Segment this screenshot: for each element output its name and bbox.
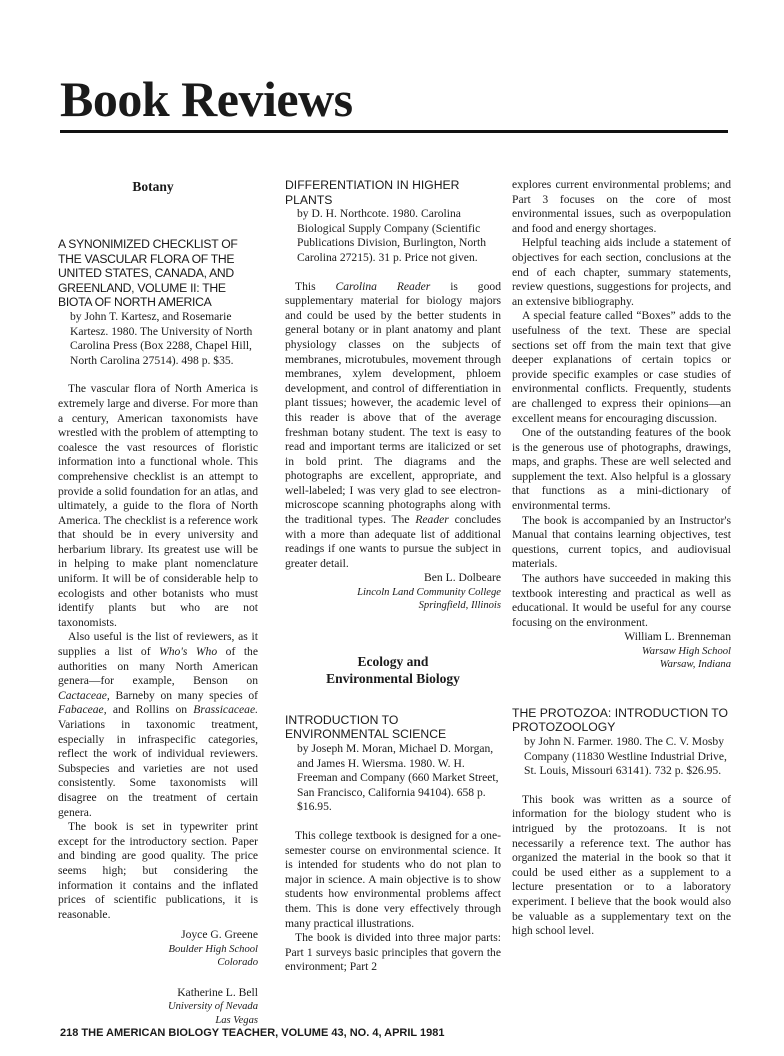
review-paragraph: This college textbook is designed for a one-semester course on environmental science. It is intended for students who do not plan to major in science. A main objective is to show students how environmental problems affect them. This is done very effectively through many practical illustrations. (285, 829, 501, 930)
book-title: DIFFERENTIATION IN HIGHER PLANTS (285, 178, 460, 207)
review-paragraph: The authors have succeeded in making this textbook interesting and practical as well as educational. It would be useful for any course focusing on the environment. (512, 572, 731, 629)
reviewer-affiliation: Warsaw, Indiana (659, 659, 731, 671)
review-paragraph: Helpful teaching aids include a statement of objectives for each section, conclusions at the end of each chapter, summary statements, review questions, suggestions for projects, and an extensive bibliography. (512, 236, 731, 308)
review-paragraph: The vascular flora of North America is extremely large and diverse. For more than a century, American taxonomists have wrestled with the problem of attempting to coalesce the vast resources of floristic information into a functional whole. This comprehensive checklist is an attempt to provide a solid foundation for an atlas, and ultimately, a guide to the flora of North America. The checklist is a reference work that should be in every university and herbarium library. Its greatest use will be in helping to make plant nomenclature uniform. It will be of considerable help to ecologists and other botanists who must identify plants but who are not taxonomists. (58, 382, 258, 629)
reviewer-name: Ben L. Dolbeare (424, 571, 501, 585)
section-heading-ecology: Environmental Biology (326, 670, 460, 686)
book-title: INTRODUCTION TO ENVIRONMENTAL SCIENCE (285, 712, 447, 742)
review-paragraph: The book is accompanied by an Instructor's Manual that contains learning objectives, test questions, current topics, and audiovisual materials. (512, 513, 731, 571)
column-2 (285, 178, 501, 975)
section-heading-botany: Botany (132, 179, 174, 194)
review-paragraph: A special feature called “Boxes” adds to the usefulness of the text. These are special sections set off from the main text that give deeper explanations of certain topics or provide specific examples or case studies of environmental conflicts. Frequently, students are challenged to express their opinions—an excellent means for encouraging discussion. (512, 309, 731, 425)
reviewer-affiliation: Colorado (217, 957, 258, 969)
column-1 (58, 178, 258, 1027)
review-paragraph: explores current environmental problems; and Part 3 focuses on the core of most environmental issues, such as overpopulation and food and energy shortages. (512, 178, 731, 235)
book-title: A SYNONIMIZED CHECKLIST OF THE VASCULAR FLORA OF THE UNITED STATES, CANADA, AND GREENLAND, VOLUME II: THE BIOTA OF NORTH AMERICA (58, 237, 238, 310)
column-3 (512, 178, 731, 939)
reviewer-name: Joyce G. Greene (181, 928, 258, 942)
book-citation: by D. H. Northcote. 1980. Carolina Biological Supply Company (Scientific Publications Division, Burlington, North Carolina 27215). 31 p. Price not given. (297, 207, 487, 264)
reviewer-affiliation: Boulder High School (168, 943, 258, 955)
header-rule (60, 130, 728, 133)
book-title: THE PROTOZOA: INTRODUCTION TO PROTOZOOLOGY (512, 705, 729, 735)
review-paragraph: This book was written as a source of information for the biology student who is intrigued by the protozoans. It is not necessarily a reference text. The author has organized the material in the book so that it could be used either as a supplement to a lecture presentation or to a laboratory experiment. I believe that the book would also be valuable as a supplementary text on the high school level. (512, 792, 731, 938)
book-citation: by John N. Farmer. 1980. The C. V. Mosby Company (11830 Westline Industrial Drive, St. Louis, Missouri 63141). 732 p. $26.95. (524, 735, 727, 778)
reviewer-affiliation: Warsaw High School (641, 646, 731, 657)
reviewer-affiliation: Las Vegas (215, 1014, 258, 1026)
reviewer-affiliation: Lincoln Land Community College (357, 587, 501, 599)
review-paragraph: This Carolina Reader is good supplementary material for biology majors and could be used by the better students in general botany or in plant anatomy and plant physiology classes on the subjects of membranes, microtubules, movement through membranes, xylem development, phloem development, and control of differentiation in plant tissues; however, the academic level of this reader is above that of the average freshman botany student. The text is easy to read and important terms are italicized or set in bold print. The diagrams and the photographs are excellent, appropriate, and well-labeled; I was very glad to see electron-microscope scanning photographs along with the traditional types. The Reader concludes with a more than adequate list of additional readings if one wants to pursue the subject in greater detail. (285, 279, 502, 570)
book-citation: by John T. Kartesz, and Rosemarie Kartesz. 1980. The University of North Carolina Press (Box 2288, Chapel Hill, North Carolina 27514). 498 p. $35. (70, 309, 253, 367)
page-footer: 218 THE AMERICAN BIOLOGY TEACHER, VOLUME 43, NO. 4, APRIL 1981 (60, 1027, 445, 1039)
book-citation: by Joseph M. Moran, Michael D. Morgan, and James H. Wiersma. 1980. W. H. Freeman and Company (660 Market Street, San Francisco, California 94104). 658 p. $16.95. (297, 742, 499, 814)
page-title: Book Reviews (60, 71, 353, 127)
review-paragraph: Also useful is the list of reviewers, as it supplies a list of Who's Who of the authorities on many North American genera—for example, Benson on Cactaceae, Barneby on many species of Fabaceae, and Rollins on Brassicaceae. Variations in taxonomic treatment, especially in infraspecific categories, reflect the work of individual reviewers. Subspecies and varieties are not used consistently. Some taxonomists will disagree on the treatment of certain genera. (58, 630, 258, 819)
reviewer-name: Katherine L. Bell (177, 985, 258, 999)
review-paragraph: The book is divided into three major parts: Part 1 surveys basic principles that govern the environment; Part 2 (285, 931, 501, 974)
review-paragraph: One of the outstanding features of the book is the generous use of photographs, drawings, maps, and graphs. These are well selected and supplement the text. Also helpful is a glossary that functions as a mini-dictionary of environmental terms. (512, 426, 731, 513)
reviewer-name: William L. Brenneman (624, 630, 731, 644)
reviewer-affiliation: University of Nevada (167, 1001, 258, 1013)
reviewer-affiliation: Springfield, Illinois (418, 600, 501, 612)
review-paragraph: The book is set in typewriter print except for the introductory section. Paper and binding are good quality. The price seems high; but considering the information it contains and the inflated prices of scientific publications, it is reasonable. (58, 820, 258, 921)
section-heading-ecology: Ecology and (357, 653, 429, 669)
